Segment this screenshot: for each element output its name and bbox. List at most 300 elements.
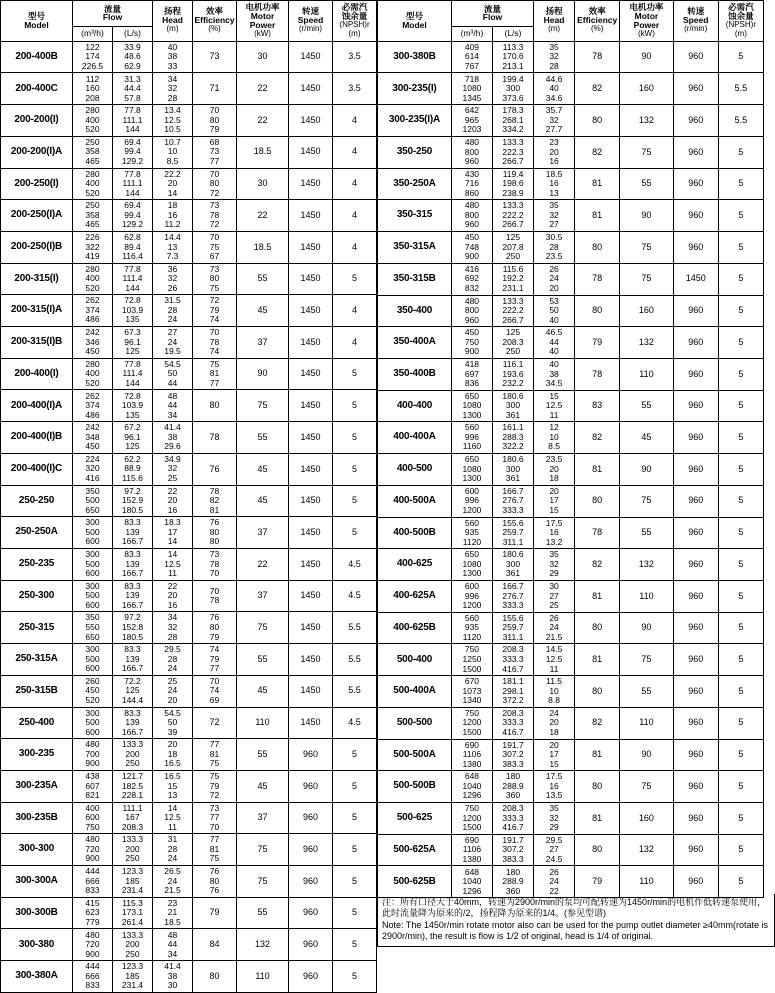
cell-speed: 960 [673, 549, 718, 581]
cell-efficiency: 77 81 75 [193, 834, 237, 866]
cell-npsh: 5 [333, 263, 377, 295]
cell-model: 500-400 [378, 644, 452, 676]
table-row [378, 136, 764, 168]
cell-model: 200-315(I) [1, 263, 73, 295]
cell-flow-m3h: 690 1106 1380 [451, 739, 492, 771]
table-row [378, 834, 764, 866]
cell-model: 250-315B [1, 675, 73, 707]
cell-efficiency: 79 [193, 897, 237, 929]
cell-flow-ls: 180.6 300 361 [492, 549, 533, 581]
cell-flow-ls: 125 207.8 250 [492, 232, 533, 264]
cell-flow-ls: 208.3 333.3 416.7 [492, 707, 533, 739]
table-row [378, 168, 764, 200]
cell-head: 18.5 16 13 [534, 168, 575, 200]
cell-efficiency: 83 [575, 390, 620, 422]
table-row [378, 422, 764, 454]
cell-head: 14 12.5 11 [153, 549, 193, 581]
cell-npsh: 5 [718, 517, 763, 549]
table-row [1, 231, 377, 263]
cell-flow-ls: 83.3 139 166.7 [113, 580, 153, 612]
cell-flow-m3h: 122 174 226.5 [73, 41, 113, 73]
cell-speed: 960 [289, 897, 333, 929]
cell-flow-m3h: 300 500 600 [73, 549, 113, 581]
cell-efficiency: 70 80 79 [193, 105, 237, 137]
cell-model: 200-400(I)A [1, 390, 73, 422]
cell-power: 75 [237, 834, 289, 866]
table-body-left [1, 41, 377, 992]
table-row [1, 961, 377, 993]
cell-head: 53 50 40 [534, 295, 575, 327]
cell-flow-ls: 69.4 99.4 129.2 [113, 200, 153, 232]
cell-head: 18 16 11.2 [153, 200, 193, 232]
cell-flow-m3h: 280 400 520 [73, 105, 113, 137]
cell-power: 55 [620, 390, 673, 422]
cell-model: 300-235(I)A [378, 105, 452, 137]
cell-flow-m3h: 750 1200 1500 [451, 803, 492, 835]
table-row [378, 549, 764, 581]
cell-power: 90 [620, 200, 673, 232]
cell-head: 41.4 38 29.6 [153, 422, 193, 454]
cell-efficiency: 80 [575, 771, 620, 803]
header-flow-ls: (L/s) [113, 26, 153, 41]
cell-speed: 960 [673, 739, 718, 771]
cell-head: 34 32 28 [153, 612, 193, 644]
cell-efficiency: 72 79 74 [193, 295, 237, 327]
cell-head: 26 24 20 [534, 263, 575, 295]
cell-speed: 960 [673, 834, 718, 866]
cell-model: 500-500B [378, 771, 452, 803]
cell-speed: 960 [673, 485, 718, 517]
header-model: 型号 Model [1, 1, 73, 42]
cell-npsh: 5 [333, 929, 377, 961]
cell-head: 23.5 20 18 [534, 454, 575, 486]
cell-efficiency: 73 78 72 [193, 200, 237, 232]
cell-npsh: 5 [333, 485, 377, 517]
cell-power: 55 [237, 644, 289, 676]
cell-flow-m3h: 648 1040 1296 [451, 771, 492, 803]
cell-flow-ls: 69.4 99.4 129.2 [113, 136, 153, 168]
cell-flow-m3h: 280 400 520 [73, 168, 113, 200]
cell-flow-m3h: 650 1080 1300 [451, 454, 492, 486]
cell-efficiency: 82 [575, 422, 620, 454]
cell-flow-ls: 161.1 288.3 322.2 [492, 422, 533, 454]
cell-model: 500-625B [378, 866, 452, 898]
table-row [378, 676, 764, 708]
table-row [378, 644, 764, 676]
cell-speed: 960 [289, 929, 333, 961]
cell-speed: 960 [673, 644, 718, 676]
cell-npsh: 5 [333, 517, 377, 549]
cell-npsh: 5.5 [333, 675, 377, 707]
cell-model: 250-400 [1, 707, 73, 739]
cell-npsh: 3.5 [333, 73, 377, 105]
cell-npsh: 5 [333, 961, 377, 993]
cell-model: 200-400(I)C [1, 453, 73, 485]
cell-flow-ls: 123.3 185 231.4 [113, 961, 153, 993]
cell-speed: 1450 [289, 517, 333, 549]
cell-npsh: 5 [718, 707, 763, 739]
cell-flow-m3h: 450 748 900 [451, 232, 492, 264]
cell-model: 300-380 [1, 929, 73, 961]
cell-power: 45 [237, 485, 289, 517]
cell-npsh: 5 [333, 390, 377, 422]
cell-efficiency: 76 80 76 [193, 866, 237, 898]
cell-flow-m3h: 648 1040 1296 [451, 866, 492, 898]
cell-npsh: 3.5 [333, 41, 377, 73]
table-row [1, 453, 377, 485]
cell-model: 300-235A [1, 770, 73, 802]
cell-npsh: 5 [333, 866, 377, 898]
header-npsh: 必需汽 蚀余量 (NPSH)r (m) [333, 1, 377, 42]
cell-speed: 960 [289, 739, 333, 771]
cell-head: 14.5 12.5 11 [534, 644, 575, 676]
cell-head: 17.5 16 13.5 [534, 771, 575, 803]
cell-speed: 960 [673, 612, 718, 644]
cell-efficiency: 78 [575, 41, 620, 73]
cell-npsh: 5 [718, 422, 763, 454]
cell-head: 35 32 27 [534, 200, 575, 232]
cell-model: 350-400B [378, 358, 452, 390]
cell-flow-ls: 77.8 111.1 144 [113, 168, 153, 200]
cell-speed: 960 [289, 866, 333, 898]
cell-model: 250-235 [1, 549, 73, 581]
cell-flow-m3h: 480 700 900 [73, 739, 113, 771]
cell-flow-m3h: 444 666 833 [73, 961, 113, 993]
cell-npsh: 5 [333, 802, 377, 834]
cell-efficiency: 82 [575, 73, 620, 105]
cell-head: 30.5 28 23.5 [534, 232, 575, 264]
cell-efficiency: 82 [575, 136, 620, 168]
cell-head: 10.7 10 8.5 [153, 136, 193, 168]
cell-flow-ls: 72.8 103.9 135 [113, 295, 153, 327]
cell-power: 75 [237, 390, 289, 422]
cell-power: 90 [620, 612, 673, 644]
cell-power: 37 [237, 580, 289, 612]
table-row [378, 390, 764, 422]
cell-npsh: 5 [333, 358, 377, 390]
cell-head: 20 17 15 [534, 485, 575, 517]
cell-efficiency: 70 74 69 [193, 675, 237, 707]
cell-efficiency: 80 [575, 612, 620, 644]
cell-efficiency: 72 [193, 707, 237, 739]
cell-npsh: 5 [718, 358, 763, 390]
header-motor-power: 电机功率 Motor Power (kW) [237, 1, 289, 42]
cell-head: 20 18 16.5 [153, 739, 193, 771]
footnote [377, 894, 775, 947]
cell-npsh: 5 [718, 454, 763, 486]
footnote-en: Note: The 1450r/min rotate motor also can be used for the pump outlet diameter ≥40mm(rotate is 2900r/min), the result is flow is 1/2 of original, head is 1/4 of original. [382, 920, 768, 942]
cell-flow-m3h: 242 348 450 [73, 422, 113, 454]
cell-model: 200-400C [1, 73, 73, 105]
cell-power: 22 [237, 549, 289, 581]
cell-flow-m3h: 262 374 486 [73, 295, 113, 327]
cell-head: 26.5 24 21.5 [153, 866, 193, 898]
table-row [1, 644, 377, 676]
cell-model: 400-400A [378, 422, 452, 454]
cell-flow-m3h: 112 160 208 [73, 73, 113, 105]
cell-flow-ls: 67.2 96.1 125 [113, 422, 153, 454]
cell-power: 132 [620, 327, 673, 359]
table-row [1, 200, 377, 232]
header-speed: 转速 Speed (r/min) [673, 1, 718, 42]
cell-efficiency: 70 78 74 [193, 327, 237, 359]
cell-model: 250-300 [1, 580, 73, 612]
table-row [1, 802, 377, 834]
cell-speed: 960 [673, 454, 718, 486]
cell-efficiency: 81 [575, 644, 620, 676]
cell-flow-ls: 133.3 200 250 [113, 929, 153, 961]
cell-efficiency: 78 82 81 [193, 485, 237, 517]
cell-efficiency: 81 [575, 454, 620, 486]
cell-power: 110 [620, 866, 673, 898]
cell-npsh: 5.5 [718, 105, 763, 137]
cell-speed: 960 [673, 358, 718, 390]
cell-model: 300-300B [1, 897, 73, 929]
cell-power: 75 [620, 136, 673, 168]
cell-flow-ls: 72.8 103.9 135 [113, 390, 153, 422]
cell-model: 200-315(I)B [1, 327, 73, 359]
cell-npsh: 5 [718, 390, 763, 422]
cell-npsh: 5 [718, 866, 763, 898]
cell-head: 44.6 40 34.6 [534, 73, 575, 105]
cell-speed: 960 [673, 200, 718, 232]
cell-npsh: 5 [333, 422, 377, 454]
cell-speed: 960 [673, 136, 718, 168]
cell-head: 22.2 20 14 [153, 168, 193, 200]
cell-model: 400-625B [378, 612, 452, 644]
cell-efficiency: 79 [575, 866, 620, 898]
table-header-left [1, 1, 377, 42]
cell-efficiency: 78 [575, 263, 620, 295]
cell-head: 11.5 10 8.8 [534, 676, 575, 708]
cell-npsh: 4 [333, 200, 377, 232]
cell-flow-m3h: 226 322 419 [73, 231, 113, 263]
cell-efficiency: 73 [193, 41, 237, 73]
cell-flow-m3h: 600 996 1200 [451, 485, 492, 517]
cell-speed: 960 [673, 676, 718, 708]
cell-npsh: 5 [333, 453, 377, 485]
cell-power: 132 [620, 834, 673, 866]
cell-npsh: 5 [333, 739, 377, 771]
cell-npsh: 4.5 [333, 549, 377, 581]
table-row [1, 739, 377, 771]
cell-head: 15 12.5 11 [534, 390, 575, 422]
cell-model: 350-315B [378, 263, 452, 295]
table-row [378, 105, 764, 137]
cell-head: 17.5 16 13.2 [534, 517, 575, 549]
cell-efficiency: 74 79 77 [193, 644, 237, 676]
cell-model: 500-625 [378, 803, 452, 835]
cell-speed: 960 [673, 771, 718, 803]
cell-npsh: 5.5 [333, 644, 377, 676]
cell-flow-m3h: 650 1080 1300 [451, 390, 492, 422]
cell-power: 75 [620, 771, 673, 803]
cell-speed: 1450 [289, 549, 333, 581]
cell-model: 200-250(I) [1, 168, 73, 200]
cell-power: 45 [237, 770, 289, 802]
cell-model: 350-250 [378, 136, 452, 168]
cell-flow-ls: 111.1 167 208.3 [113, 802, 153, 834]
cell-power: 90 [620, 454, 673, 486]
cell-efficiency: 80 [575, 105, 620, 137]
cell-speed: 1450 [289, 73, 333, 105]
cell-speed: 1450 [673, 263, 718, 295]
header-model: 型号 Model [378, 1, 452, 42]
table-header-right [378, 1, 764, 42]
cell-power: 75 [237, 612, 289, 644]
cell-power: 22 [237, 105, 289, 137]
cell-flow-ls: 97.2 152.8 180.5 [113, 612, 153, 644]
cell-npsh: 5.5 [718, 73, 763, 105]
cell-npsh: 4.5 [333, 707, 377, 739]
cell-speed: 1450 [289, 707, 333, 739]
cell-flow-m3h: 300 500 600 [73, 707, 113, 739]
cell-model: 300-380B [378, 41, 452, 73]
cell-flow-ls: 180.6 300 361 [492, 390, 533, 422]
cell-flow-ls: 180 288.9 360 [492, 866, 533, 898]
header-head: 扬程 Head (m) [153, 1, 193, 42]
table-row [1, 675, 377, 707]
cell-model: 300-235 [1, 739, 73, 771]
cell-power: 55 [620, 517, 673, 549]
cell-flow-m3h: 418 697 836 [451, 358, 492, 390]
cell-speed: 960 [673, 707, 718, 739]
cell-flow-ls: 199.4 300 373.6 [492, 73, 533, 105]
cell-flow-m3h: 300 500 600 [73, 517, 113, 549]
cell-head: 41.4 38 30 [153, 961, 193, 993]
cell-power: 90 [620, 41, 673, 73]
cell-flow-ls: 115.6 192.2 231.1 [492, 263, 533, 295]
cell-power: 45 [620, 422, 673, 454]
cell-power: 30 [237, 41, 289, 73]
cell-flow-m3h: 690 1106 1380 [451, 834, 492, 866]
cell-speed: 1450 [289, 422, 333, 454]
cell-efficiency: 80 [575, 295, 620, 327]
cell-efficiency: 76 [193, 453, 237, 485]
cell-speed: 1450 [289, 136, 333, 168]
cell-speed: 1450 [289, 675, 333, 707]
cell-head: 35.7 32 27.7 [534, 105, 575, 137]
cell-flow-m3h: 480 800 960 [451, 200, 492, 232]
cell-head: 35 32 28 [534, 41, 575, 73]
cell-efficiency: 80 [575, 232, 620, 264]
cell-model: 400-500 [378, 454, 452, 486]
table-row [378, 73, 764, 105]
cell-head: 14.4 13 7.3 [153, 231, 193, 263]
cell-head: 16.5 15 13 [153, 770, 193, 802]
cell-npsh: 4 [333, 136, 377, 168]
cell-speed: 960 [289, 802, 333, 834]
cell-flow-ls: 72.2 125 144.4 [113, 675, 153, 707]
cell-flow-ls: 133.3 222.3 266.7 [492, 136, 533, 168]
cell-flow-ls: 113.3 170.6 213.1 [492, 41, 533, 73]
cell-power: 110 [620, 358, 673, 390]
cell-power: 160 [620, 73, 673, 105]
cell-power: 45 [237, 453, 289, 485]
cell-npsh: 5 [718, 580, 763, 612]
cell-flow-m3h: 438 607 821 [73, 770, 113, 802]
cell-npsh: 5 [718, 41, 763, 73]
cell-flow-ls: 166.7 276.7 333.3 [492, 580, 533, 612]
table-row [1, 168, 377, 200]
cell-model: 200-315(I)A [1, 295, 73, 327]
cell-power: 37 [237, 802, 289, 834]
cell-model: 300-235B [1, 802, 73, 834]
table-row [1, 580, 377, 612]
cell-flow-m3h: 560 935 1120 [451, 612, 492, 644]
cell-speed: 960 [673, 327, 718, 359]
cell-head: 22 20 16 [153, 485, 193, 517]
cell-head: 48 44 34 [153, 390, 193, 422]
cell-flow-ls: 115.3 173.1 261.4 [113, 897, 153, 929]
cell-flow-ls: 83.3 139 166.7 [113, 644, 153, 676]
cell-power: 110 [237, 961, 289, 993]
cell-flow-ls: 180.6 300 361 [492, 454, 533, 486]
cell-model: 200-250(I)B [1, 231, 73, 263]
cell-npsh: 4 [333, 231, 377, 263]
cell-efficiency: 80 [575, 676, 620, 708]
cell-head: 35 32 29 [534, 549, 575, 581]
cell-flow-m3h: 718 1080 1345 [451, 73, 492, 105]
cell-npsh: 5 [718, 200, 763, 232]
header-flow: 流量 Flow [451, 1, 533, 27]
cell-speed: 1450 [289, 200, 333, 232]
table-row [1, 41, 377, 73]
cell-head: 20 17 15 [534, 739, 575, 771]
cell-power: 90 [237, 358, 289, 390]
cell-npsh: 5 [333, 897, 377, 929]
cell-efficiency: 81 [575, 168, 620, 200]
cell-flow-ls: 83.3 139 166.7 [113, 549, 153, 581]
cell-flow-m3h: 224 320 416 [73, 453, 113, 485]
cell-speed: 960 [289, 834, 333, 866]
cell-power: 160 [620, 295, 673, 327]
table-row [378, 771, 764, 803]
cell-power: 30 [237, 168, 289, 200]
footnote-cn: 注：所有口径大于40mm，转速为2900r/min的泵均可配转速为1450r/min的电机作低转速泵使用，此时流量降为原来的/2，扬程降为原来的1/4。(参见型谱) [382, 896, 767, 918]
cell-efficiency: 81 [575, 200, 620, 232]
cell-speed: 1450 [289, 390, 333, 422]
cell-efficiency: 77 81 75 [193, 739, 237, 771]
cell-speed: 960 [673, 105, 718, 137]
cell-power: 55 [620, 676, 673, 708]
cell-head: 29.5 28 24 [153, 644, 193, 676]
cell-flow-ls: 67.3 96.1 125 [113, 327, 153, 359]
cell-flow-m3h: 450 750 900 [451, 327, 492, 359]
cell-flow-ls: 83.3 139 166.7 [113, 517, 153, 549]
table-row [378, 707, 764, 739]
cell-npsh: 5 [718, 771, 763, 803]
cell-npsh: 5 [718, 834, 763, 866]
cell-model: 200-400(I)B [1, 422, 73, 454]
cell-model: 400-500B [378, 517, 452, 549]
cell-flow-m3h: 750 1200 1500 [451, 707, 492, 739]
cell-npsh: 5 [718, 676, 763, 708]
table-row [378, 200, 764, 232]
table-row [1, 358, 377, 390]
table-row [378, 517, 764, 549]
cell-flow-ls: 191.7 307.2 383.3 [492, 834, 533, 866]
table-row [378, 41, 764, 73]
cell-flow-m3h: 560 996 1160 [451, 422, 492, 454]
cell-npsh: 4 [333, 295, 377, 327]
header-efficiency: 效率 Efficiency (%) [193, 1, 237, 42]
table-row [1, 136, 377, 168]
header-speed: 转速 Speed (r/min) [289, 1, 333, 42]
cell-power: 55 [237, 897, 289, 929]
cell-power: 75 [620, 232, 673, 264]
cell-head: 27 24 19.5 [153, 327, 193, 359]
